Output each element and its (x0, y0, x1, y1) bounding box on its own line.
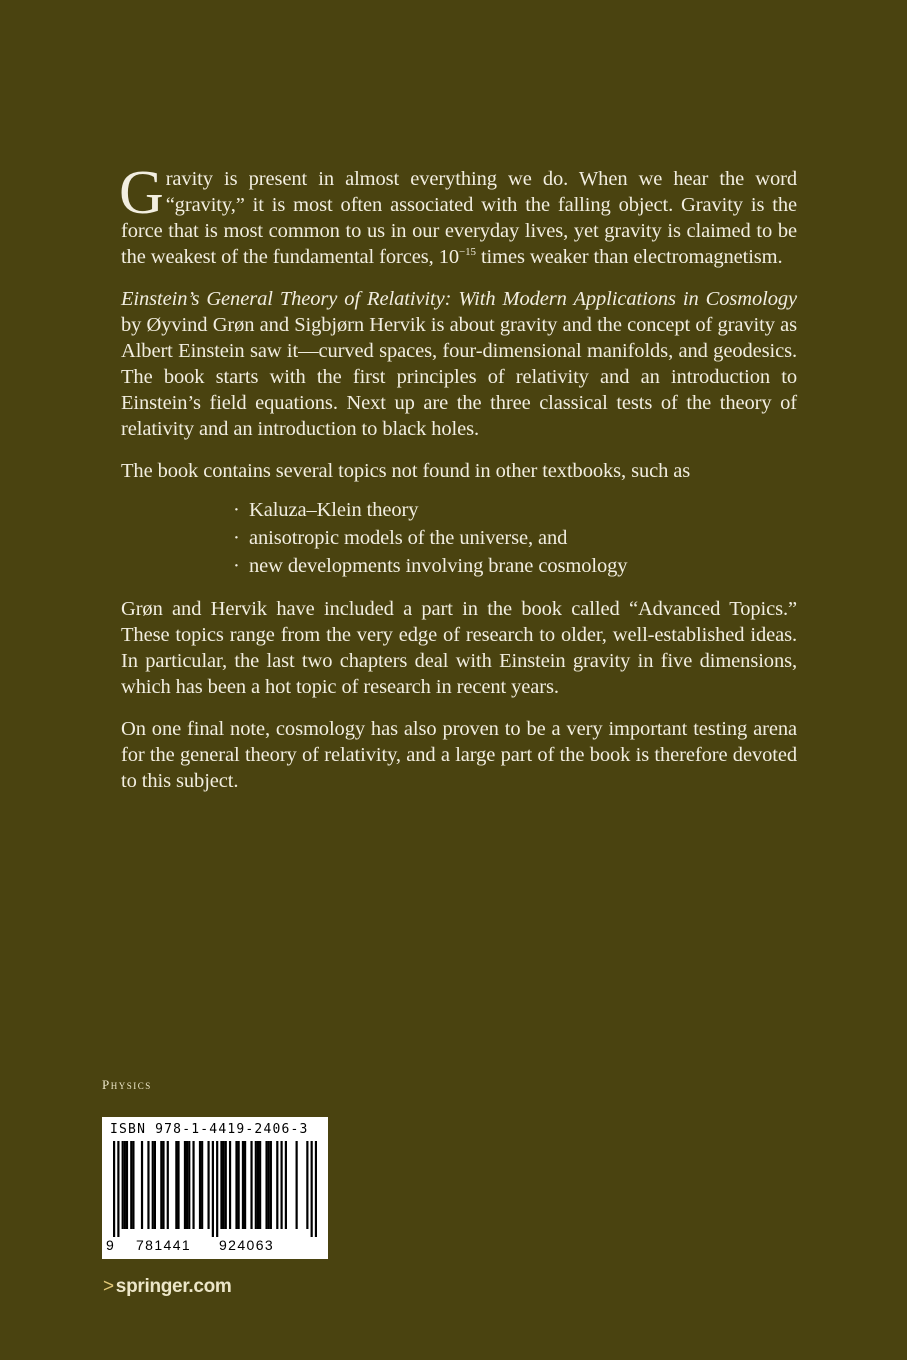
barcode-bar (113, 1141, 115, 1237)
barcode-bar (276, 1141, 278, 1229)
publisher-site: springer.com (115, 1276, 232, 1297)
isbn-barcode (102, 1117, 328, 1259)
barcode-bar (162, 1141, 164, 1229)
barcode-bar (192, 1141, 194, 1229)
barcode-bar (238, 1141, 240, 1229)
bullet-icon: · (233, 527, 240, 549)
barcode-bar (199, 1141, 201, 1229)
barcode-bar (225, 1141, 227, 1229)
barcode-bar (244, 1141, 246, 1229)
barcode-bar (223, 1141, 225, 1229)
publisher-link[interactable] (103, 1276, 232, 1298)
barcode-bar (124, 1141, 126, 1229)
list-item: · anisotropic models of the universe, and (233, 524, 797, 552)
barcode-bar (257, 1141, 259, 1229)
arrow-icon: > (103, 1276, 114, 1297)
barcode-bar (285, 1141, 287, 1229)
intro-paragraph (119, 159, 797, 270)
book-paragraph (121, 286, 797, 442)
barcode-bar (270, 1141, 272, 1229)
list-item: · new developments involving brane cosmology (233, 552, 797, 580)
barcode-bar (167, 1141, 169, 1229)
barcode-bar (280, 1141, 282, 1229)
barcode-bar (220, 1141, 222, 1229)
barcode-bar (268, 1141, 270, 1229)
barcode-bar (242, 1141, 244, 1229)
barcode-bar (255, 1141, 257, 1229)
back-cover-text (119, 159, 797, 810)
bullet-icon: · (233, 499, 240, 521)
barcode-bar (126, 1141, 128, 1229)
barcode-bar (175, 1141, 177, 1229)
ean-first-digit: 9 (106, 1237, 114, 1253)
barcode-bar (141, 1141, 143, 1229)
barcode-bar (212, 1141, 214, 1237)
barcode-bar (132, 1141, 134, 1229)
barcode-bar (147, 1141, 149, 1229)
barcode-bar (207, 1141, 209, 1229)
barcode-bar (188, 1141, 190, 1229)
drop-cap: G (119, 159, 164, 227)
barcode-bar (216, 1141, 218, 1237)
exponent: −15 (459, 246, 476, 258)
ean-right-group: 924063 (219, 1237, 275, 1253)
barcode-bar (117, 1141, 119, 1237)
barcode-bar (201, 1141, 203, 1229)
barcode-bar (154, 1141, 156, 1229)
topics-intro: The book contains several topics not found in other textbooks, such as (121, 460, 691, 482)
barcode-bar (186, 1141, 188, 1229)
barcode-bar (160, 1141, 162, 1229)
bullet-icon: · (233, 555, 240, 577)
category-label: Physics (102, 1077, 152, 1092)
intro-text: ravity is present in almost everything we do. When we hear the word “gravity,” it is most often associated with the falling object. Gravity is the force that is most common to us in our everyday lives, yet gravity is claimed to be the weakest of the fundamental forces, 10 (121, 168, 797, 268)
barcode-bar (235, 1141, 237, 1229)
barcode-bar (130, 1141, 132, 1229)
barcode-bar (152, 1141, 154, 1229)
isbn-text: ISBN 978-1-4419-2406-3 (110, 1122, 309, 1137)
barcode-bar (122, 1141, 124, 1229)
book-title: Einstein’s General Theory of Relativity: With Modern Applications in Cosmology (121, 288, 797, 310)
intro-text-end: times weaker than electromagnetism. (475, 246, 783, 268)
barcode-bar (265, 1141, 267, 1229)
book-description: by Øyvind Grøn and Sigbjørn Hervik is about gravity and the concept of gravity as Albert Einstein saw it—curved spaces, four-dimensional manifolds, and geodesics. The book starts with the first principles of relativity and an introduction to Einstein’s field equations. Next up are the three classical tests of the theory of relativity and an introduction to black holes. (121, 314, 797, 440)
list-item: · Kaluza–Klein theory (233, 496, 797, 524)
barcode-bar (229, 1141, 231, 1229)
barcode-bar (250, 1141, 252, 1229)
barcode-bar (315, 1141, 317, 1237)
barcode-bar (311, 1141, 313, 1237)
barcode-bar (184, 1141, 186, 1229)
ean-left-group: 781441 (136, 1237, 192, 1253)
barcode-bar (306, 1141, 308, 1229)
barcode-bars (113, 1141, 317, 1237)
barcode-bar (177, 1141, 179, 1229)
advanced-paragraph: Grøn and Hervik have included a part in the book called “Advanced Topics.” These topics range from the very edge of research to older, well-established ideas. In particular, the last two chapters deal with Einstein gravity in five dimensions, which has been a hot topic of research in recent years. (121, 598, 797, 698)
barcode-bar (259, 1141, 261, 1229)
final-paragraph: On one final note, cosmology has also proven to be a very important testing arena for the general theory of relativity, and a large part of the book is therefore devoted to this subject. (121, 718, 797, 792)
barcode-bar (296, 1141, 298, 1229)
topics-list (121, 496, 797, 580)
